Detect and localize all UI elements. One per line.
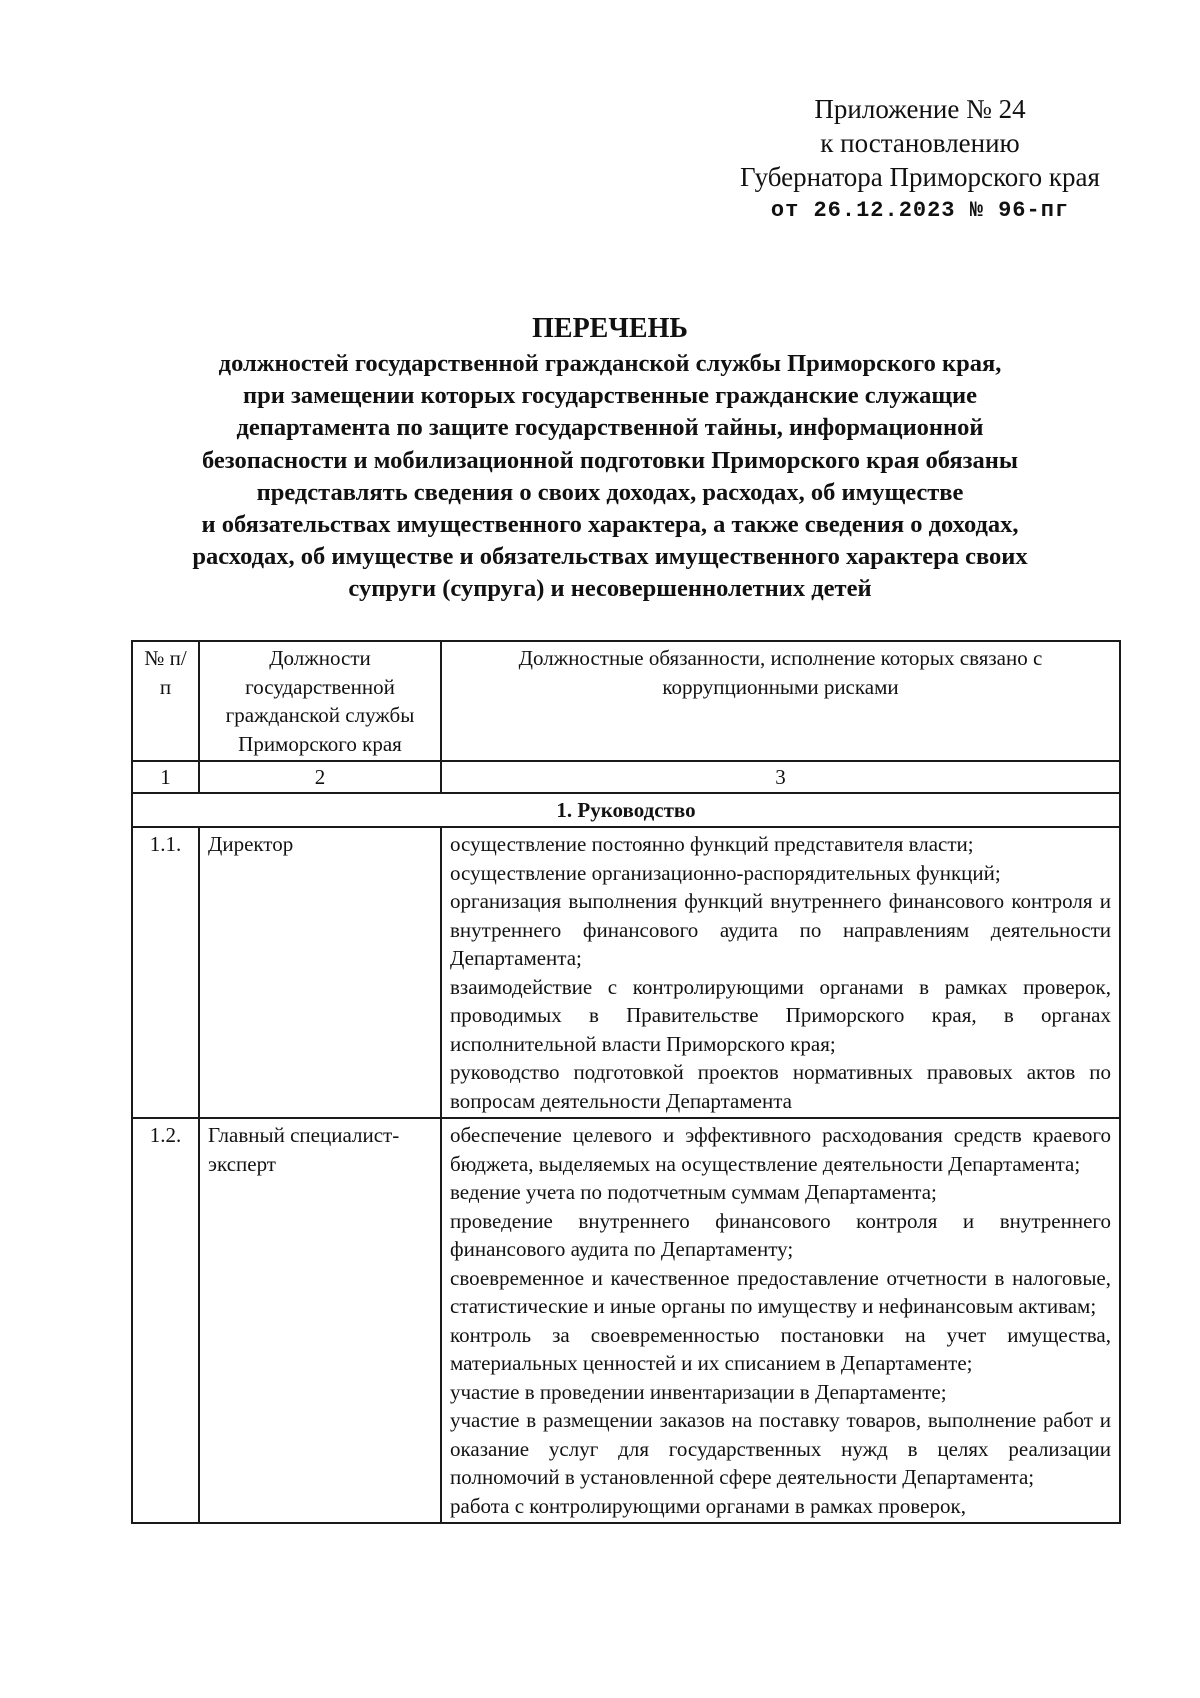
column-number: 3 <box>441 761 1120 793</box>
column-numbers-row <box>132 761 1120 793</box>
title-line: безопасности и мобилизационной подготовки Приморского края обязаны <box>201 446 1019 474</box>
appendix-number: Приложение № 24 <box>814 94 1026 124</box>
row-number: 1.1. <box>132 827 199 1118</box>
section-row <box>132 793 1120 827</box>
duty-item: осуществление постоянно функций представителя власти; <box>450 832 974 856</box>
table-header-row <box>132 641 1120 761</box>
header-number: № п/п <box>132 641 199 761</box>
duty-item: обеспечение целевого и эффективного расходования средств краевого бюджета, выделяемых на осуществление деятельности Департамента; <box>450 1123 1111 1176</box>
title-line: должностей государственной гражданской службы Приморского края, <box>218 350 1002 377</box>
appendix-header <box>680 92 1160 228</box>
title-main: ПЕРЕЧЕНЬ <box>532 313 688 344</box>
table-row <box>132 1118 1120 1523</box>
title-line: супруги (супруга) и несовершеннолетних детей <box>348 575 872 603</box>
header-duties: Должностные обязанности, исполнение которых связано с коррупционными рисками <box>441 641 1120 761</box>
title-line: расходах, об имуществе и обязательствах имущественного характера своих <box>192 543 1028 571</box>
duty-item: организация выполнения функций внутреннего финансового контроля и внутреннего финансового аудита по направлениям деятельности Департамента; <box>450 889 1111 970</box>
duty-item: работа с контролирующими органами в рамках проверок, <box>450 1493 966 1518</box>
row-position: Директор <box>199 827 441 1118</box>
table-row <box>132 827 1120 1118</box>
duty-item: взаимодействие с контролирующими органами в рамках проверок, проводимых в Правительстве Приморского края, в органах исполнительной власти Приморского края; <box>450 974 1111 1056</box>
appendix-resolution-ref: к постановлению <box>820 128 1020 158</box>
row-position: Главный специалист-эксперт <box>199 1118 441 1523</box>
column-number: 2 <box>199 761 441 793</box>
document-title <box>100 312 1120 606</box>
appendix-governor: Губернатора Приморского края <box>740 162 1100 192</box>
column-number: 1 <box>132 761 199 793</box>
row-duties <box>441 827 1120 1118</box>
section-title: 1. Руководство <box>132 793 1120 827</box>
positions-table <box>131 640 1121 1524</box>
title-line: департамента по защите государственной тайны, информационной <box>236 414 984 442</box>
duty-item: ведение учета по подотчетным суммам Департамента; <box>450 1180 937 1204</box>
title-line: и обязательствах имущественного характера, а также сведения о доходах, <box>201 511 1019 539</box>
duty-item: проведение внутреннего финансового контроля и внутреннего финансового аудита по Департаменту; <box>450 1208 1111 1261</box>
duty-item: участие в размещении заказов на поставку товаров, выполнение работ и оказание услуг для государственных нужд в целях реализации полномочий в установленной сфере деятельности Департамента; <box>450 1408 1111 1489</box>
row-number: 1.2. <box>132 1118 199 1523</box>
duty-item: осуществление организационно-распорядительных функций; <box>450 860 1001 885</box>
duty-item: руководство подготовкой проектов нормативных правовых актов по вопросам деятельности Департамента <box>450 1060 1111 1113</box>
duty-item: контроль за своевременностью постановки на учет имущества, материальных ценностей и их списанием в Департаменте; <box>450 1322 1111 1375</box>
duty-item: своевременное и качественное предоставление отчетности в налоговые, статистические и иные органы по имуществу и нефинансовым активам; <box>450 1265 1111 1318</box>
title-line: представлять сведения о своих доходах, расходах, об имуществе <box>256 478 964 506</box>
header-positions: Должности государственной гражданской службы Приморского края <box>199 641 441 761</box>
row-duties <box>441 1118 1120 1523</box>
duty-item: участие в проведении инвентаризации в Департаменте; <box>450 1379 947 1404</box>
title-line: при замещении которых государственные гражданские служащие <box>242 382 978 410</box>
appendix-date: от 26.12.2023 № 96-пг <box>770 198 1070 223</box>
